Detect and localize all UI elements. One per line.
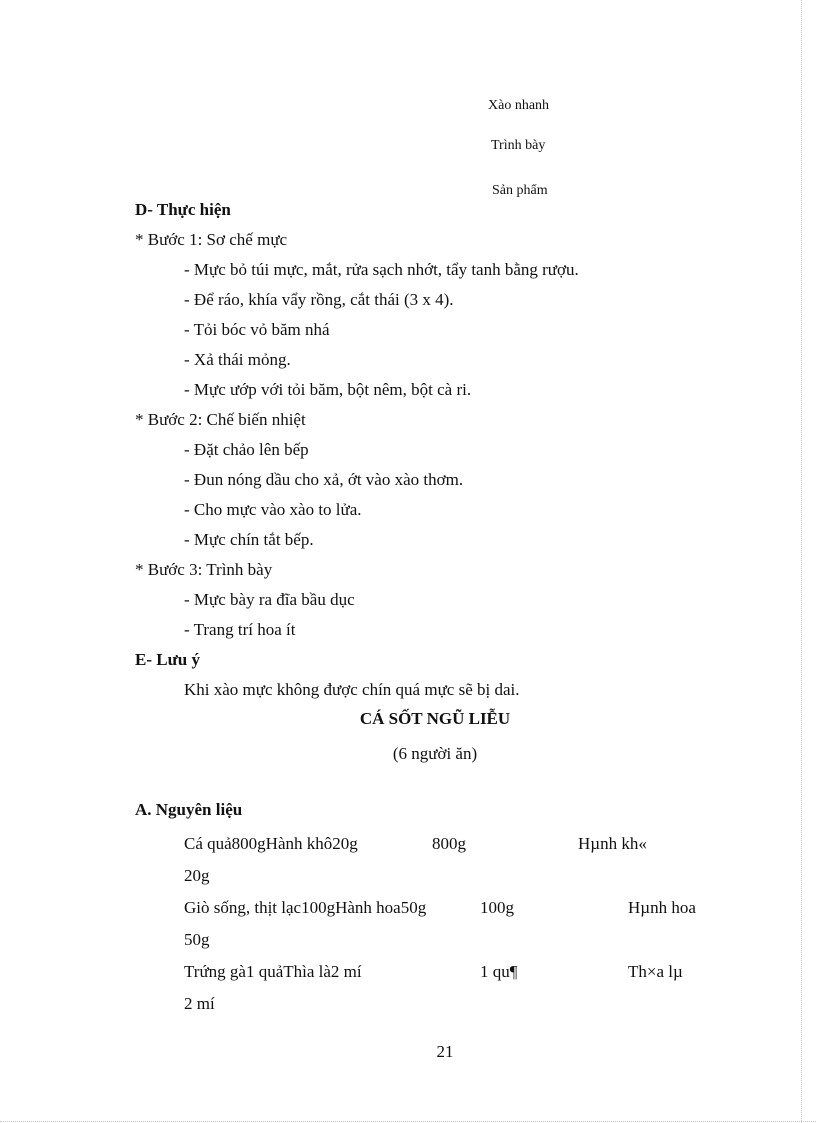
- ingredients-heading: A. Nguyên liệu: [135, 800, 243, 819]
- ingredient-row-garbled: Hµnh hoa: [628, 898, 696, 917]
- diagram-step-presentation: Trình bày: [491, 138, 546, 153]
- step2-item: - Mực chín tắt bếp.: [184, 530, 314, 549]
- ingredient-row-main: Cá quả800gHành khô20g: [184, 834, 358, 853]
- diagram-step-stir-fry: Xào nhanh: [488, 98, 550, 113]
- step2-item: - Cho mực vào xào to lửa.: [184, 500, 362, 519]
- step3-item: - Mực bày ra đĩa bầu dục: [184, 590, 355, 609]
- step2-item: - Đun nóng dầu cho xả, ớt vào xào thơm.: [184, 470, 464, 489]
- ingredient-row-main: Trứng gà1 quảThìa là2 mí: [184, 962, 362, 981]
- ingredient-row-wrap: 20g: [184, 866, 210, 885]
- ingredient-row-wrap: 50g: [184, 930, 210, 949]
- step3-item: - Trang trí hoa ít: [184, 620, 296, 639]
- page-border-right: [801, 0, 802, 1123]
- step2-item: - Đặt chảo lên bếp: [184, 440, 309, 459]
- ingredient-row-garbled: Hµnh kh«: [578, 834, 647, 853]
- ingredient-row-wrap: 2 mí: [184, 994, 215, 1013]
- ingredient-row-qty: 100g: [480, 898, 514, 917]
- ingredient-row-garbled: Th×a lµ: [628, 962, 683, 981]
- step1-item: - Để ráo, khía vẩy rồng, cắt thái (3 x 4).: [184, 290, 454, 309]
- step1-item: - Tỏi bóc vỏ băm nhá: [184, 320, 330, 339]
- step1-item: - Mực ướp với tỏi băm, bột nêm, bột cà ri.: [184, 380, 472, 399]
- step1-item: - Mực bỏ túi mực, mắt, rửa sạch nhớt, tẩy tanh bằng rượu.: [184, 260, 579, 279]
- ingredient-row-qty: 800g: [432, 834, 466, 853]
- ingredient-row-qty: 1 qu¶: [480, 962, 518, 981]
- recipe-servings: (6 người ăn): [392, 744, 478, 763]
- step2-title: * Bước 2: Chế biến nhiệt: [135, 410, 306, 429]
- step1-title: * Bước 1: Sơ chế mực: [135, 230, 288, 249]
- step1-item: - Xả thái mỏng.: [184, 350, 291, 369]
- recipe-title: CÁ SỐT NGŨ LIỄU: [359, 709, 511, 728]
- section-d-heading: D- Thực hiện: [135, 200, 231, 219]
- page-number: 21: [436, 1042, 454, 1061]
- section-e-note: Khi xào mực không được chín quá mực sẽ bị dai.: [184, 680, 520, 699]
- diagram-step-product: Sản phẩm: [492, 183, 548, 198]
- page-border-bottom: [0, 1121, 816, 1122]
- step3-title: * Bước 3: Trình bày: [135, 560, 273, 579]
- ingredient-row-main: Giò sống, thịt lạc100gHành hoa50g: [184, 898, 427, 917]
- section-e-heading: E- Lưu ý: [135, 650, 200, 669]
